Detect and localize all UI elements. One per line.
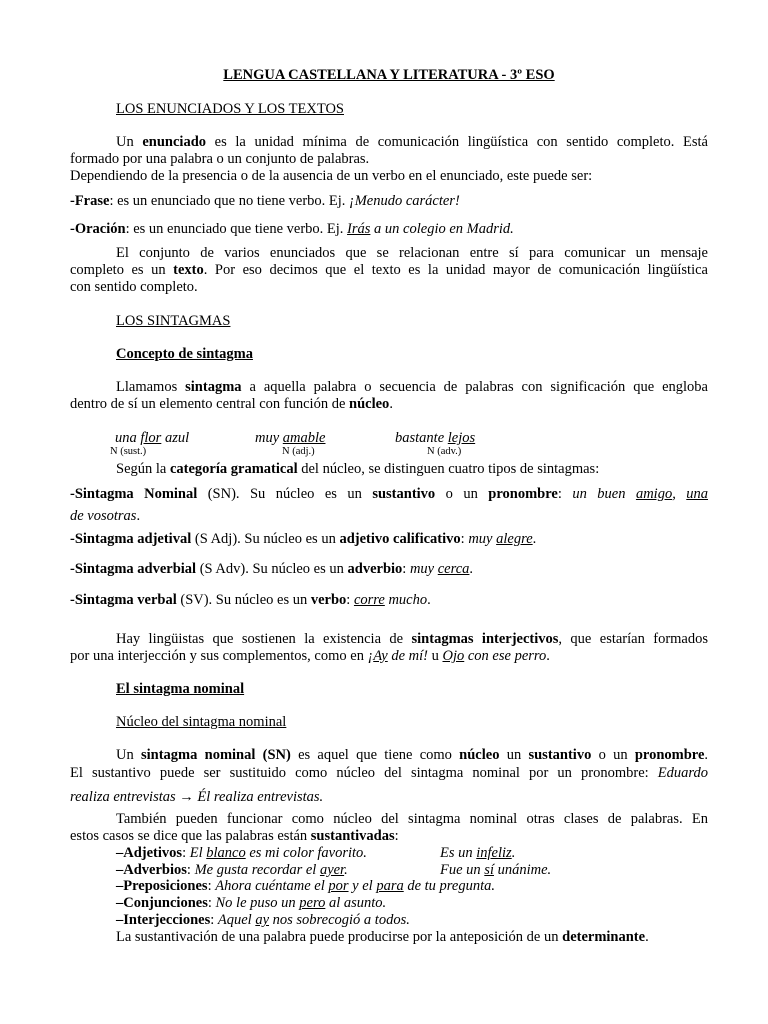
example-bastante-lejos: bastante lejos bbox=[395, 430, 476, 446]
section-heading-sintagmas: LOS SINTAGMAS bbox=[116, 313, 231, 329]
paragraph-sustantivadas-line2: estos casos se dice que las palabras están sustantivadas: bbox=[70, 828, 399, 844]
example-label-adv: N (adv.) bbox=[427, 446, 462, 457]
paragraph-final: La sustantivación de una palabra puede producirse por la anteposición de un determinante. bbox=[116, 929, 649, 945]
section-heading-enunciados: LOS ENUNCIADOS Y LOS TEXTOS bbox=[116, 101, 344, 117]
paragraph-interjectivos-line1: Hay lingüistas que sostienen la existencia de sintagmas interjectivos, que estarían formados bbox=[116, 631, 709, 647]
list-item-example-2: Es un infeliz. bbox=[440, 845, 516, 861]
list-item-label: –Adverbios bbox=[116, 862, 187, 878]
list-item-label: –Adjetivos bbox=[116, 845, 183, 861]
definition-sintagma-nominal-line1: -Sintagma Nominal (SN). Su núcleo es un sustantivo o un pronombre: un buen amigo, una bbox=[70, 486, 709, 502]
list-item: –Conjunciones: No le puso un pero al asunto. bbox=[116, 895, 387, 911]
subheading-sintagma-nominal: El sintagma nominal bbox=[116, 681, 245, 697]
example-label-adj: N (adj.) bbox=[282, 446, 315, 457]
definition-sintagma-adverbial: -Sintagma adverbial (S Adv). Su núcleo es un adverbio: muy cerca. bbox=[70, 561, 474, 577]
list-item: –Adverbios: Me gusta recordar el ayer. Fue un sí unánime. bbox=[116, 862, 552, 878]
paragraph-sn-line3: realiza entrevistas → Él realiza entrevistas. bbox=[70, 789, 324, 805]
document-page bbox=[70, 0, 708, 1024]
list-item-example-2: Fue un sí unánime. bbox=[440, 862, 552, 878]
subheading-nucleo-sn: Núcleo del sintagma nominal bbox=[116, 714, 287, 730]
definition-sintagma-adjetival: -Sintagma adjetival (S Adj). Su núcleo es un adjetivo calificativo: muy alegre. bbox=[70, 531, 537, 547]
definition-frase: -Frase: es un enunciado que no tiene verbo. Ej. ¡Menudo carácter! bbox=[70, 193, 460, 209]
list-item-label: –Preposiciones bbox=[116, 878, 208, 894]
paragraph-enunciado-line3: Dependiendo de la presencia o de la ausencia de un verbo en el enunciado, este puede ser: bbox=[70, 168, 593, 184]
paragraph-texto-line2: completo es un texto. Por eso decimos que el texto es la unidad mayor de comunicación lingüística bbox=[70, 262, 708, 278]
definition-oracion: -Oración: es un enunciado que tiene verbo. Ej. Irás a un colegio en Madrid. bbox=[70, 221, 514, 237]
definition-sintagma-verbal: -Sintagma verbal (SV). Su núcleo es un verbo: corre mucho. bbox=[70, 592, 431, 608]
example-muy-amable: muy amable bbox=[255, 430, 326, 446]
list-item-label: –Interjecciones bbox=[116, 912, 211, 928]
paragraph-sn-line2: El sustantivo puede ser sustituido como núcleo del sintagma nominal por un pronombre: Eduardo bbox=[70, 765, 708, 781]
paragraph-interjectivos-line2: por una interjección y sus complementos, como en ¡Ay de mí! u Ojo con ese perro. bbox=[70, 648, 550, 664]
paragraph-categoria: Según la categoría gramatical del núcleo, se distinguen cuatro tipos de sintagmas: bbox=[116, 461, 600, 477]
paragraph-enunciado-line2: formado por una palabra o un conjunto de palabras. bbox=[70, 151, 370, 167]
definition-sintagma-nominal-line2: de vosotras. bbox=[70, 508, 141, 524]
example-label-sust: N (sust.) bbox=[110, 446, 147, 457]
list-item: –Preposiciones: Ahora cuéntame el por y el para de tu pregunta. bbox=[116, 878, 496, 894]
paragraph-texto-line1: El conjunto de varios enunciados que se relacionan entre sí para comunicar un mensaje bbox=[116, 245, 708, 261]
paragraph-sustantivadas-line1: También pueden funcionar como núcleo del sintagma nominal otras clases de palabras. En bbox=[116, 811, 708, 827]
paragraph-enunciado-line1: Un enunciado es la unidad mínima de comunicación lingüística con sentido completo. Está bbox=[116, 134, 708, 150]
paragraph-sintagma-line1: Llamamos sintagma a aquella palabra o secuencia de palabras con significación que engloba bbox=[116, 379, 708, 395]
paragraph-sintagma-line2: dentro de sí un elemento central con función de núcleo. bbox=[70, 396, 393, 412]
list-item: –Adjetivos: El blanco es mi color favorito. Es un infeliz. bbox=[116, 845, 516, 861]
paragraph-texto-line3: con sentido completo. bbox=[70, 279, 198, 295]
subheading-concepto: Concepto de sintagma bbox=[116, 346, 253, 362]
list-item: –Interjecciones: Aquel ay nos sobrecogió a todos. bbox=[116, 912, 410, 928]
paragraph-sn-line1: Un sintagma nominal (SN) es aquel que tiene como núcleo un sustantivo o un pronombre. bbox=[116, 747, 709, 763]
document-title: LENGUA CASTELLANA Y LITERATURA - 3º ESO bbox=[223, 67, 555, 83]
list-item-label: –Conjunciones bbox=[116, 895, 208, 911]
example-una-flor-azul: una flor azul bbox=[115, 430, 190, 446]
